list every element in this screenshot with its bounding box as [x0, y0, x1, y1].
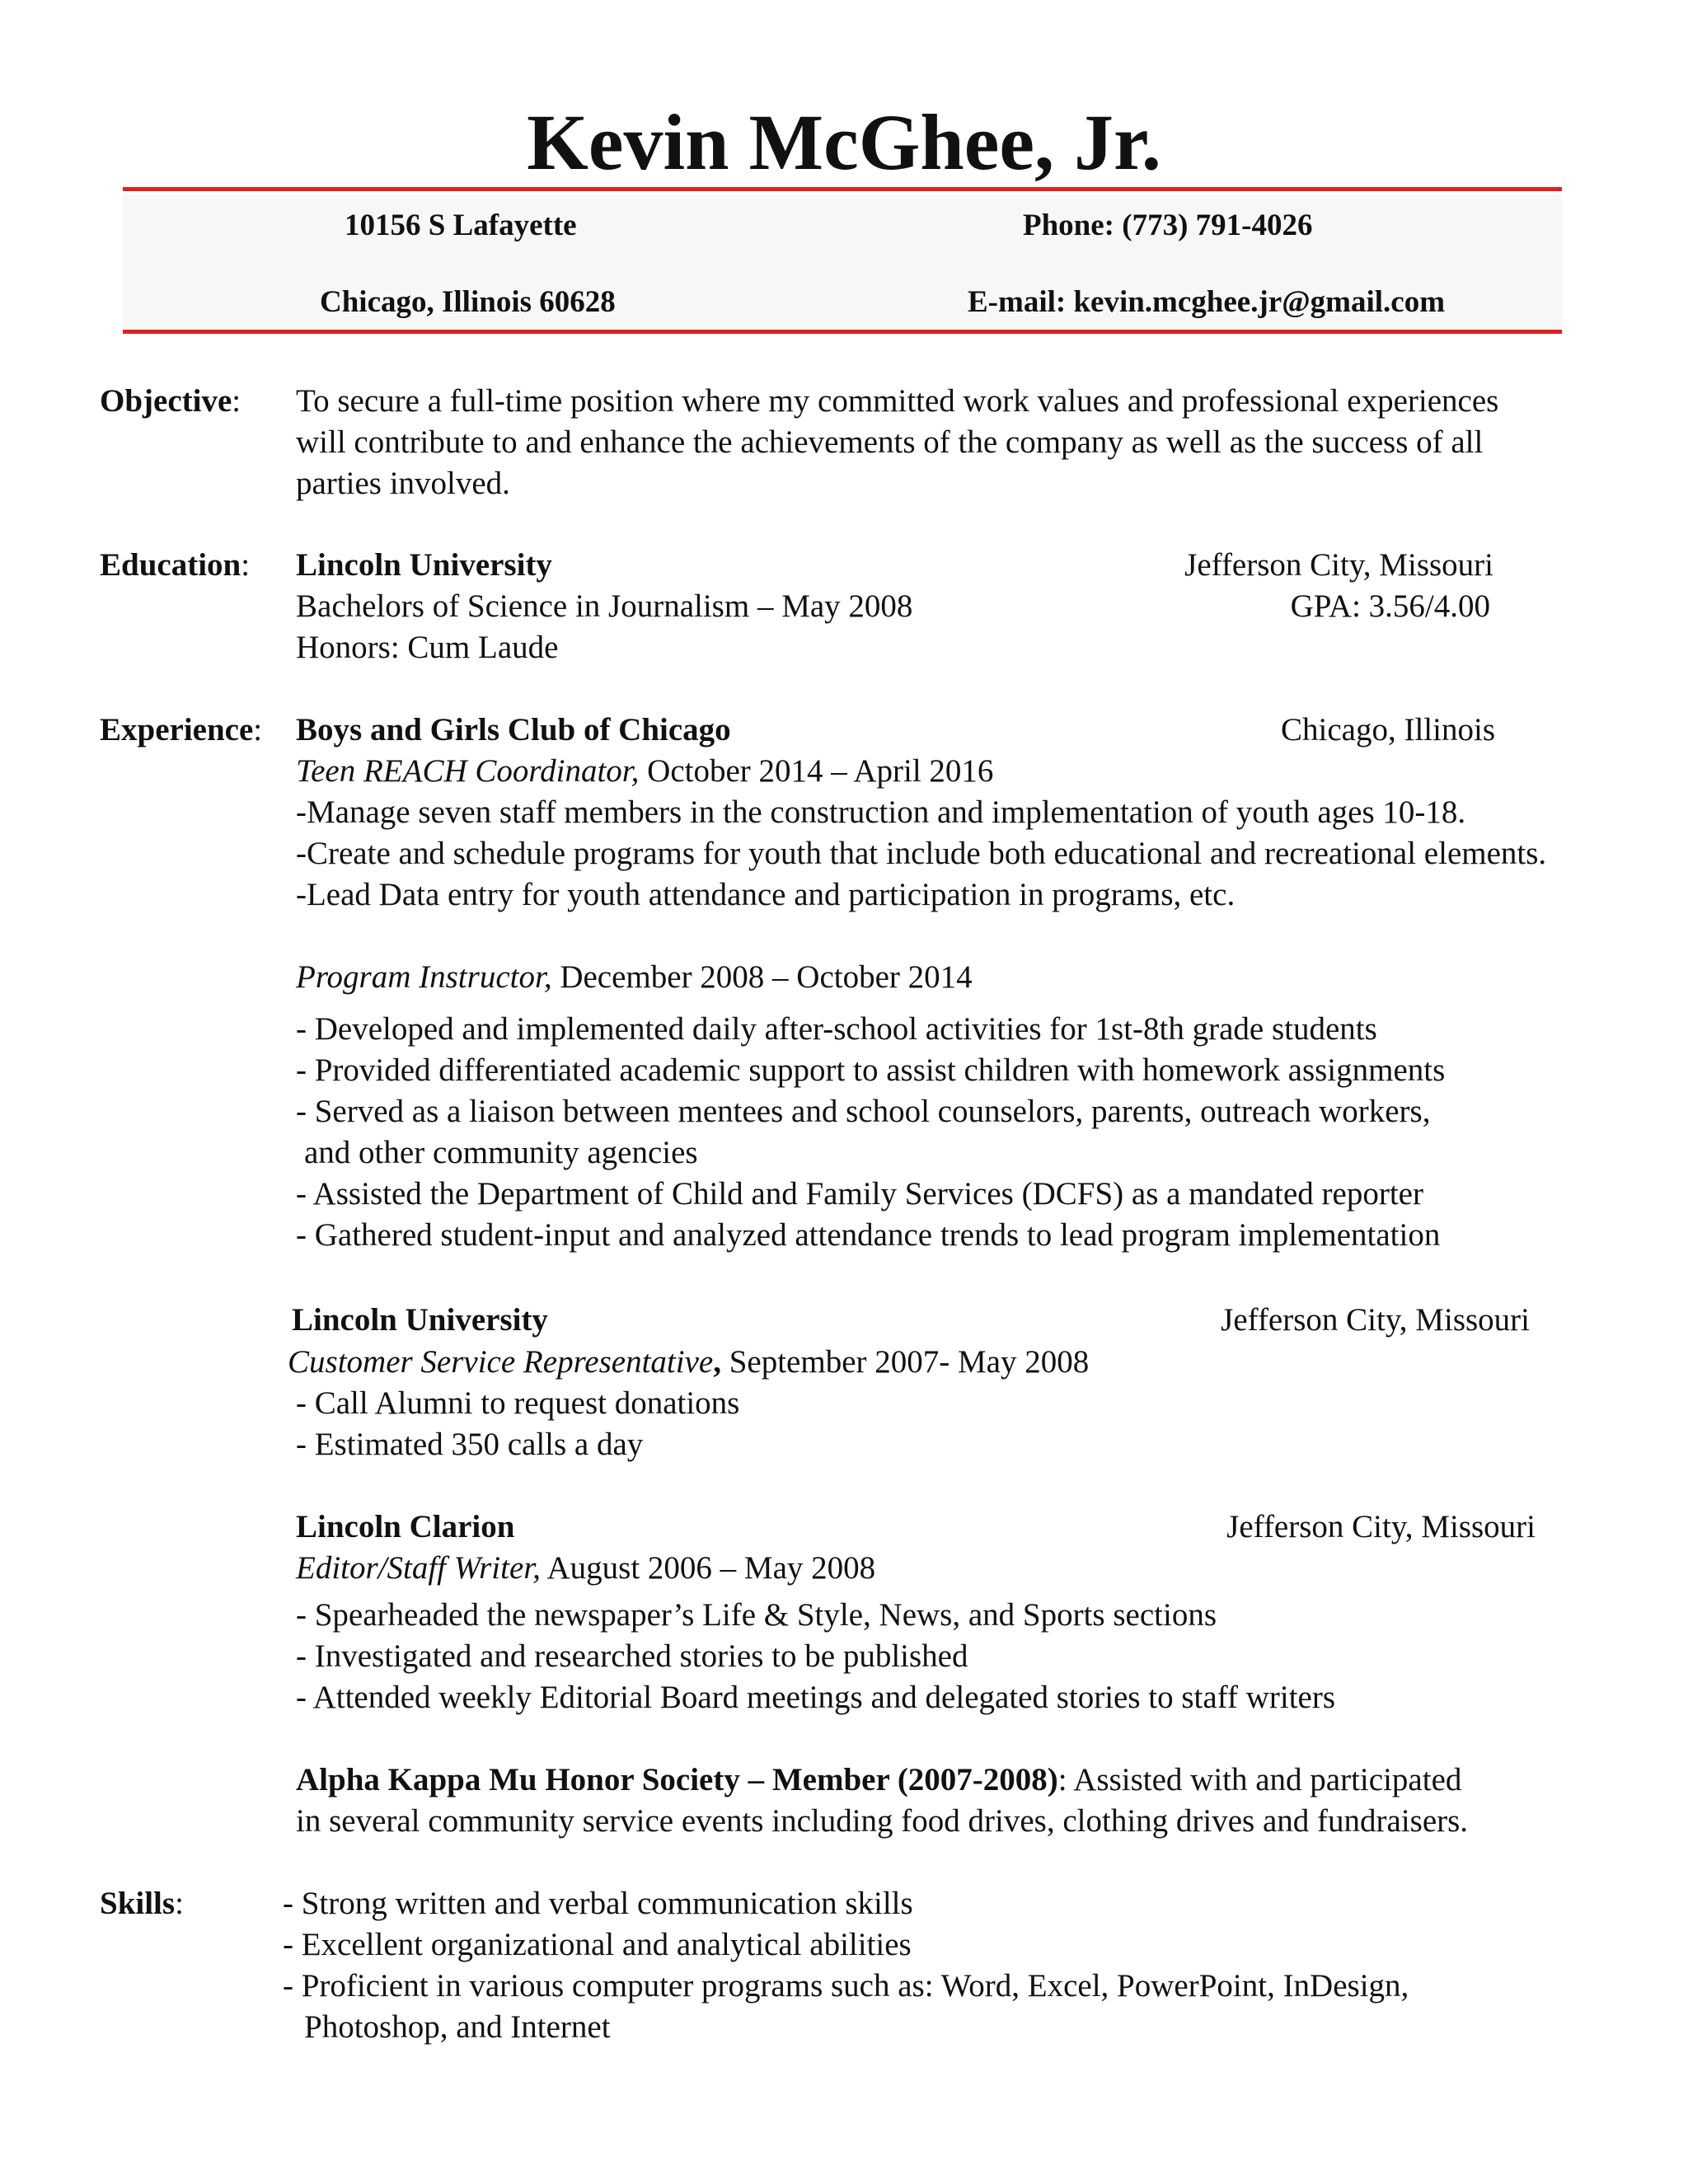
bgc-org: Boys and Girls Club of Chicago	[296, 712, 731, 748]
skills-line: - Strong written and verbal communication skills	[283, 1886, 913, 1921]
skills-line: - Excellent organizational and analytical abilities	[283, 1927, 912, 1962]
bgc-role1-bullet: -Create and schedule programs for youth that include both educational and recreational elements.	[296, 836, 1547, 871]
objective-line: parties involved.	[296, 466, 510, 501]
phone: Phone: (773) 791-4026	[1023, 209, 1313, 242]
bgc-role2-bullet: and other community agencies	[304, 1135, 698, 1170]
akm-line-1: Alpha Kappa Mu Honor Society – Member (2007-2008): Assisted with and participated	[296, 1762, 1462, 1797]
bgc-role2-bullet: - Assisted the Department of Child and Family Services (DCFS) as a mandated reporter	[296, 1176, 1423, 1212]
bgc-role1: Teen REACH Coordinator, October 2014 – April 2016	[296, 753, 994, 789]
bgc-role2: Program Instructor, December 2008 – October 2014	[296, 959, 973, 995]
clarion-bullet: - Investigated and researched stories to be published	[296, 1638, 968, 1674]
clarion-role: Editor/Staff Writer, August 2006 – May 2008	[296, 1550, 876, 1586]
lu-bullet: - Estimated 350 calls a day	[296, 1427, 644, 1462]
lu-bullet: - Call Alumni to request donations	[296, 1385, 740, 1421]
akm-line-2: in several community service events including food drives, clothing drives and fundraisers.	[296, 1803, 1469, 1839]
skills-line: - Proficient in various computer programs such as: Word, Excel, PowerPoint, InDesign,	[283, 1968, 1409, 2004]
address-line-2: Chicago, Illinois 60628	[320, 285, 616, 319]
header-bottom-rule	[123, 330, 1562, 334]
education-honors: Honors: Cum Laude	[296, 630, 559, 665]
education-degree: Bachelors of Science in Journalism – May 2008	[296, 588, 913, 624]
clarion-org: Lincoln Clarion	[296, 1509, 515, 1544]
bgc-role2-bullet: - Provided differentiated academic support to assist children with homework assignments	[296, 1052, 1446, 1088]
skills-line: Photoshop, and Internet	[304, 2009, 611, 2045]
lu-role: Customer Service Representative, September 2007- May 2008	[288, 1344, 1090, 1380]
header-top-rule	[123, 187, 1562, 191]
bgc-role1-bullet: -Lead Data entry for youth attendance and participation in programs, etc.	[296, 877, 1236, 912]
experience-label: Experience:	[100, 712, 263, 748]
lu-location: Jefferson City, Missouri	[1221, 1302, 1530, 1338]
bgc-role2-bullet: - Developed and implemented daily after-school activities for 1st-8th grade students	[296, 1011, 1377, 1047]
clarion-bullet: - Spearheaded the newspaper’s Life & Style, News, and Sports sections	[296, 1597, 1217, 1633]
education-gpa: GPA: 3.56/4.00	[1290, 588, 1490, 624]
clarion-bullet: - Attended weekly Editorial Board meetings and delegated stories to staff writers	[296, 1680, 1336, 1715]
address-line-1: 10156 S Lafayette	[345, 209, 577, 242]
bgc-role2-bullet: - Served as a liaison between mentees and school counselors, parents, outreach workers,	[296, 1094, 1431, 1129]
education-location: Jefferson City, Missouri	[1184, 547, 1493, 583]
objective-label: Objective:	[100, 383, 241, 419]
bgc-role2-bullet: - Gathered student-input and analyzed attendance trends to lead program implementation	[296, 1217, 1441, 1253]
candidate-name: Kevin McGhee, Jr.	[527, 98, 1161, 186]
objective-line: will contribute to and enhance the achievements of the company as well as the success of all	[296, 424, 1484, 460]
lu-org: Lincoln University	[292, 1302, 548, 1338]
education-label: Education:	[100, 547, 251, 583]
email: E-mail: kevin.mcghee.jr@gmail.com	[968, 285, 1446, 319]
skills-label: Skills:	[100, 1886, 184, 1921]
clarion-location: Jefferson City, Missouri	[1226, 1509, 1536, 1544]
bgc-role1-bullet: -Manage seven staff members in the construction and implementation of youth ages 10-18.	[296, 794, 1466, 830]
objective-line: To secure a full-time position where my committed work values and professional experiences	[296, 383, 1499, 419]
education-school: Lincoln University	[296, 547, 552, 583]
bgc-location: Chicago, Illinois	[1281, 712, 1495, 748]
